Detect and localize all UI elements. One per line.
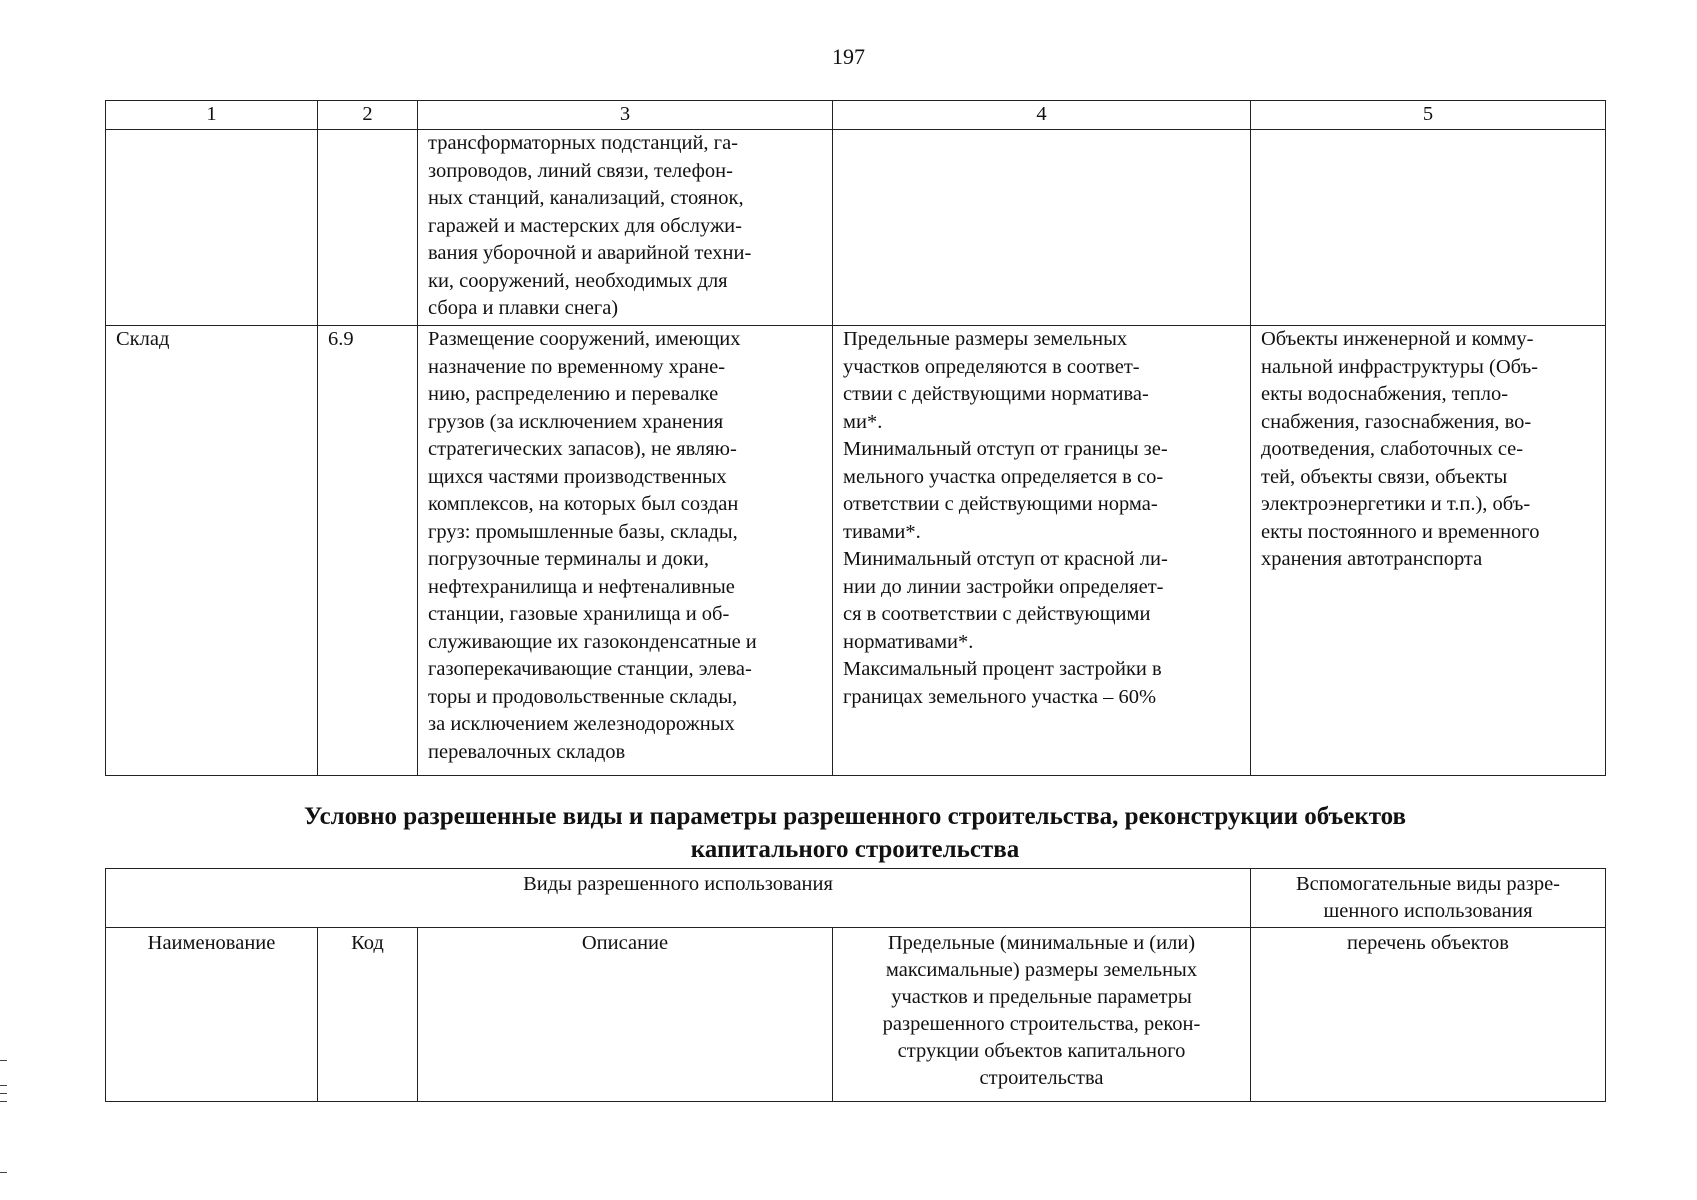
margin-mark xyxy=(0,1085,7,1086)
objects-column-header: перечень объектов xyxy=(1251,928,1606,1102)
table-row xyxy=(106,326,1606,776)
page-number: 197 xyxy=(832,44,865,69)
use-code-cell: 6.9 xyxy=(318,326,418,776)
use-name-cell: Склад xyxy=(106,326,318,776)
column-number-header-row xyxy=(106,101,1606,130)
name-column-header: Наименование xyxy=(106,928,318,1102)
permitted-uses-table xyxy=(105,100,1606,776)
description-column-header: Описание xyxy=(418,928,833,1102)
margin-mark xyxy=(0,1093,7,1094)
auxiliary-uses-cell: Объекты инженерной и комму- нальной инфраструктуры (Объ- екты водоснабжения, тепло- снабжения, газоснабжения, во- доотведения, слаботочных се- тей, объекты связи, объекты электроэнергетики и т.п.), объ- екты постоянного и временного хранения автотранспорта xyxy=(1251,326,1606,776)
section-title: Условно разрешенные виды и параметры разрешенного строительства, реконструкции объектов капитального строительства xyxy=(303,803,1407,863)
use-parameters-cell xyxy=(833,130,1251,326)
permitted-uses-group-header: Виды разрешенного использования xyxy=(106,869,1251,928)
parameters-column-header: Предельные (минимальные и (или) максимальные) размеры земельных участков и предельные параметры разрешенного строительства, рекон- струкции объектов капитального строительства xyxy=(833,928,1251,1102)
auxiliary-uses-header: Вспомогательные виды разре- шенного использования xyxy=(1251,869,1606,928)
column-number-2: 2 xyxy=(318,101,418,130)
table-row xyxy=(106,130,1606,326)
margin-mark xyxy=(0,1172,7,1173)
column-number-4: 4 xyxy=(833,101,1251,130)
conditional-uses-table xyxy=(105,868,1606,1102)
column-number-1: 1 xyxy=(106,101,318,130)
use-name-cell xyxy=(106,130,318,326)
use-code-cell xyxy=(318,130,418,326)
column-number-3: 3 xyxy=(418,101,833,130)
column-header-row xyxy=(106,928,1606,1102)
auxiliary-uses-cell xyxy=(1251,130,1606,326)
code-column-header: Код xyxy=(318,928,418,1102)
use-parameters-cell: Предельные размеры земельных участков определяются в соответ- ствии с действующими норматива- ми*. Минимальный отступ от границы зе- мельного участка определяется в со- ответствии с действующими норма- тивами*. Минимальный отступ от красной ли- нии до линии застройки определяет- ся в соответствии с действующими нормативами*. Максимальный процент застройки в границах земельного участка – 60% xyxy=(833,326,1251,776)
column-number-5: 5 xyxy=(1251,101,1606,130)
use-description-cell: Размещение сооружений, имеющих назначение по временному хране- нию, распределению и перевалке грузов (за исключением хранения стратегических запасов), не являю- щихся частями производственных комплексов, на которых был создан груз: промышленные базы, склады, погрузочные терминалы и доки, нефтехранилища и нефтеналивные станции, газовые хранилища и об- служивающие их газоконденсатные и газоперекачивающие станции, элева- торы и продовольственные склады, за исключением железнодорожных перевалочных складов xyxy=(418,326,833,776)
margin-mark xyxy=(0,1101,7,1102)
group-header-row xyxy=(106,869,1606,928)
use-description-cell: трансформаторных подстанций, га- зопроводов, линий связи, телефон- ных станций, канализаций, стоянок, гаражей и мастерских для обслужи- вания уборочной и аварийной техни- ки, сооружений, необходимых для сбора и плавки снега) xyxy=(418,130,833,326)
margin-mark xyxy=(0,1060,7,1061)
